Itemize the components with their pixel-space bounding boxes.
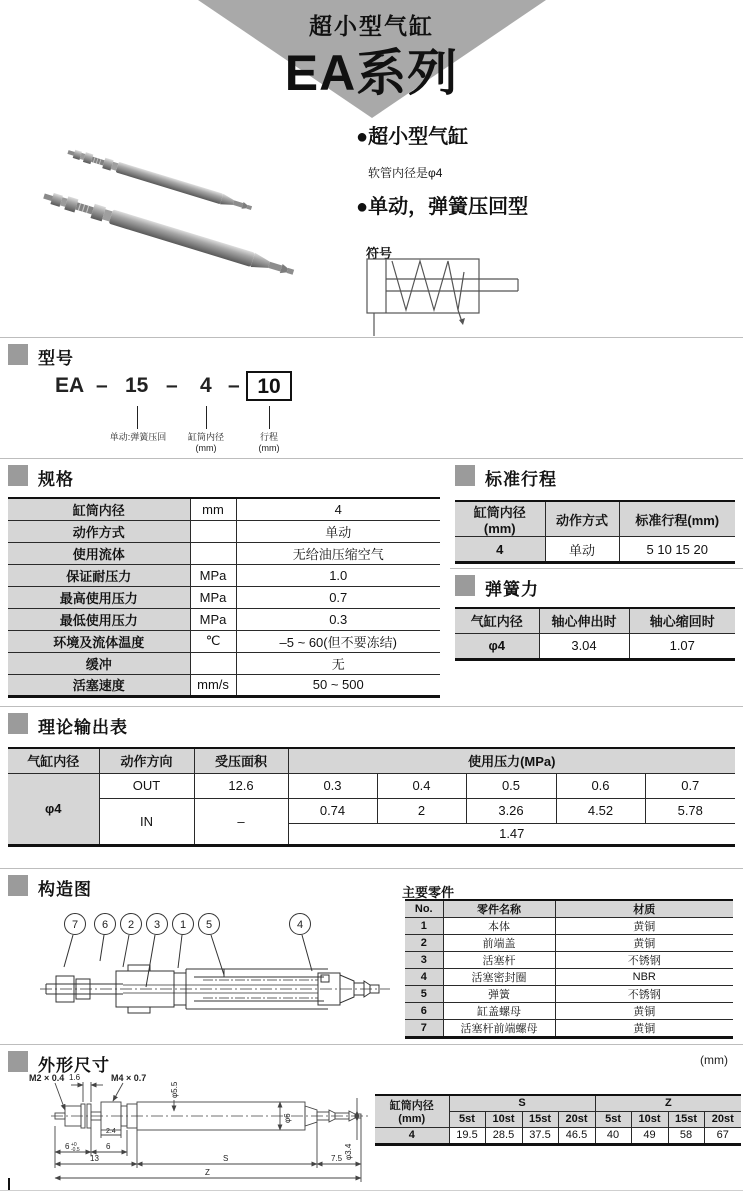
svg-text:3: 3 [153, 919, 161, 931]
label-1-6: 1.6 [69, 1073, 81, 1082]
table-row: 缸筒内径 mm 4 [8, 498, 440, 520]
theoretical-output-table [8, 747, 735, 847]
model-dash: – [228, 374, 240, 397]
table-row [405, 900, 733, 918]
spec-table [8, 497, 440, 698]
model-leader-line [137, 406, 138, 429]
column-header: 材质 [555, 900, 733, 918]
column-header: 受压面积 [194, 748, 288, 773]
section-title-model: 型号 [38, 349, 74, 368]
section-marker [8, 713, 28, 734]
table-row: 6 缸盖螺母 黄铜 [405, 1003, 733, 1020]
label-6-tol: 6 [65, 1142, 70, 1151]
section-divider [0, 337, 743, 338]
model-leader3-label: 行程 (mm) [258, 432, 280, 453]
table-row: 最高使用压力 MPa 0.7 [8, 586, 440, 608]
label-6-tol-sub: -0.5 [71, 1147, 80, 1153]
section-marker [8, 465, 28, 486]
model-leader-line [206, 406, 207, 429]
section-title-output: 理论输出表 [38, 718, 128, 737]
dimension-table [375, 1094, 741, 1146]
table-row: 环境及流体温度 ℃ –5 ~ 60(但不要冻结) [8, 630, 440, 652]
balloon-5 [199, 914, 225, 976]
balloon-7 [64, 914, 86, 968]
model-stroke-code: 10 [246, 371, 292, 401]
table-row: 3 活塞杆 不锈钢 [405, 952, 733, 969]
label-2-4: 2.4 [106, 1128, 116, 1135]
label-6-tol-sup: +0 [71, 1142, 77, 1148]
table-row: 保证耐压力 MPa 1.0 [8, 564, 440, 586]
unit-note: (mm) [700, 1053, 728, 1067]
column-header: No. [405, 900, 443, 918]
table-row [375, 1095, 741, 1111]
label-m4: M4 × 0.7 [111, 1073, 147, 1083]
svg-text:1: 1 [179, 919, 187, 931]
table-row: φ4 3.04 1.07 [455, 633, 735, 659]
balloon-3 [146, 914, 168, 988]
label-6: 6 [106, 1142, 111, 1151]
svg-text:6: 6 [101, 919, 109, 931]
model-prefix: EA [55, 374, 85, 397]
hero-subtitle: 超小型气缸 [309, 13, 434, 39]
section-title-construction: 构造图 [38, 880, 92, 899]
label-7-5: 7.5 [331, 1154, 343, 1163]
dimension-drawing [25, 1068, 375, 1190]
column-header: 轴心缩回时 [629, 608, 735, 633]
feature-2: ●单动，弹簧压回型 [356, 196, 529, 218]
table-row: 缓冲 无 [8, 652, 440, 674]
model-size-code: 4 [200, 374, 212, 397]
table-row: 使用流体 无给油压缩空气 [8, 542, 440, 564]
table-row: 活塞速度 mm/s 50 ~ 500 [8, 674, 440, 696]
spring-force-table [455, 607, 735, 661]
section-divider [0, 1044, 743, 1045]
table-row: 7 活塞杆前端螺母 黄铜 [405, 1020, 733, 1038]
column-header-s: S [449, 1095, 595, 1111]
table-row [8, 748, 735, 773]
table-row: 动作方式 单动 [8, 520, 440, 542]
section-divider [450, 568, 743, 569]
parts-table [405, 899, 733, 1039]
label-dia-5-5: φ5.5 [170, 1081, 179, 1098]
column-header: 零件名称 [443, 900, 555, 918]
feature-1: ●超小型气缸 [356, 126, 469, 148]
svg-text:2: 2 [127, 919, 135, 931]
label-m2: M2 × 0.4 [29, 1073, 65, 1083]
table-row: 5 弹簧 不锈钢 [405, 986, 733, 1003]
svg-text:4: 4 [296, 919, 304, 931]
section-title-spec: 规格 [38, 470, 74, 489]
label-dia-3-4: φ3.4 [344, 1143, 353, 1160]
product-photo [20, 110, 370, 335]
section-marker [455, 575, 475, 596]
label-z: Z [205, 1168, 210, 1177]
page-title: EA系列 [284, 45, 459, 101]
section-title-dimensions: 外形尺寸 [38, 1056, 110, 1075]
section-marker [8, 875, 28, 896]
column-header: 使用压力(MPa) [288, 748, 735, 773]
section-title-spring-force: 弹簧力 [485, 580, 539, 599]
column-header: 轴心伸出时 [539, 608, 629, 633]
model-dash: – [96, 374, 108, 397]
pneumatic-symbol-diagram [366, 258, 532, 340]
table-row: 2 前端盖 黄铜 [405, 935, 733, 952]
label-dia-6: φ6 [283, 1113, 292, 1123]
table-row [455, 501, 735, 537]
table-row: 5st 10st 15st 20st 5st 10st 15st 20st [375, 1111, 741, 1127]
standard-stroke-table [455, 500, 735, 564]
model-leader-line [269, 406, 270, 429]
balloon-4 [290, 914, 313, 972]
column-header: 缸筒内径 (mm) [455, 501, 545, 537]
balloon-6 [95, 914, 116, 962]
section-divider [0, 458, 743, 459]
column-header: 动作方向 [99, 748, 194, 773]
table-row: IN – 0.74 2 3.26 4.52 5.78 [8, 798, 735, 823]
table-row: 4 单动 5 10 15 20 [455, 537, 735, 563]
section-divider [0, 868, 743, 869]
section-marker [8, 344, 28, 365]
model-bore-code: 15 [125, 374, 149, 397]
balloon-1 [173, 914, 194, 969]
column-header-z: Z [595, 1095, 741, 1111]
table-row: 1.47 [8, 823, 735, 845]
column-header: 标准行程(mm) [619, 501, 735, 537]
construction-drawing [28, 897, 396, 1032]
svg-text:7: 7 [71, 919, 79, 931]
column-header: 动作方式 [545, 501, 619, 537]
feature-note: 软管内径是φ4 [368, 166, 443, 180]
parts-list-title: 主要零件 [402, 885, 455, 900]
bore-cell: φ4 [8, 773, 99, 845]
table-row: 1 本体 黄铜 [405, 918, 733, 935]
model-dash: – [166, 374, 178, 397]
column-header: 缸筒内径 (mm) [375, 1095, 449, 1127]
model-leader1-label: 单动:弹簧压回 [109, 432, 167, 442]
section-title-standard-stroke: 标准行程 [485, 470, 557, 489]
table-row: φ4 OUT 12.6 0.3 0.4 0.5 0.6 0.7 [8, 773, 735, 798]
label-s: S [223, 1154, 229, 1163]
column-header: 气缸内径 [455, 608, 539, 633]
page-bottom-rule [0, 1190, 743, 1191]
model-leader2-label: 缸筒内径 (mm) [187, 432, 224, 453]
table-row: 4 活塞密封圈 NBR [405, 969, 733, 986]
label-13: 13 [90, 1154, 99, 1163]
table-row: 4 19.5 28.5 37.5 46.5 40 49 58 67 [375, 1127, 741, 1144]
column-header: 气缸内径 [8, 748, 99, 773]
balloon-2 [121, 914, 142, 968]
symbol-label: 符号 [366, 246, 393, 261]
svg-text:5: 5 [205, 919, 213, 931]
table-row: 最低使用压力 MPa 0.3 [8, 608, 440, 630]
table-row [455, 608, 735, 633]
section-divider [0, 706, 743, 707]
section-marker [455, 465, 475, 486]
